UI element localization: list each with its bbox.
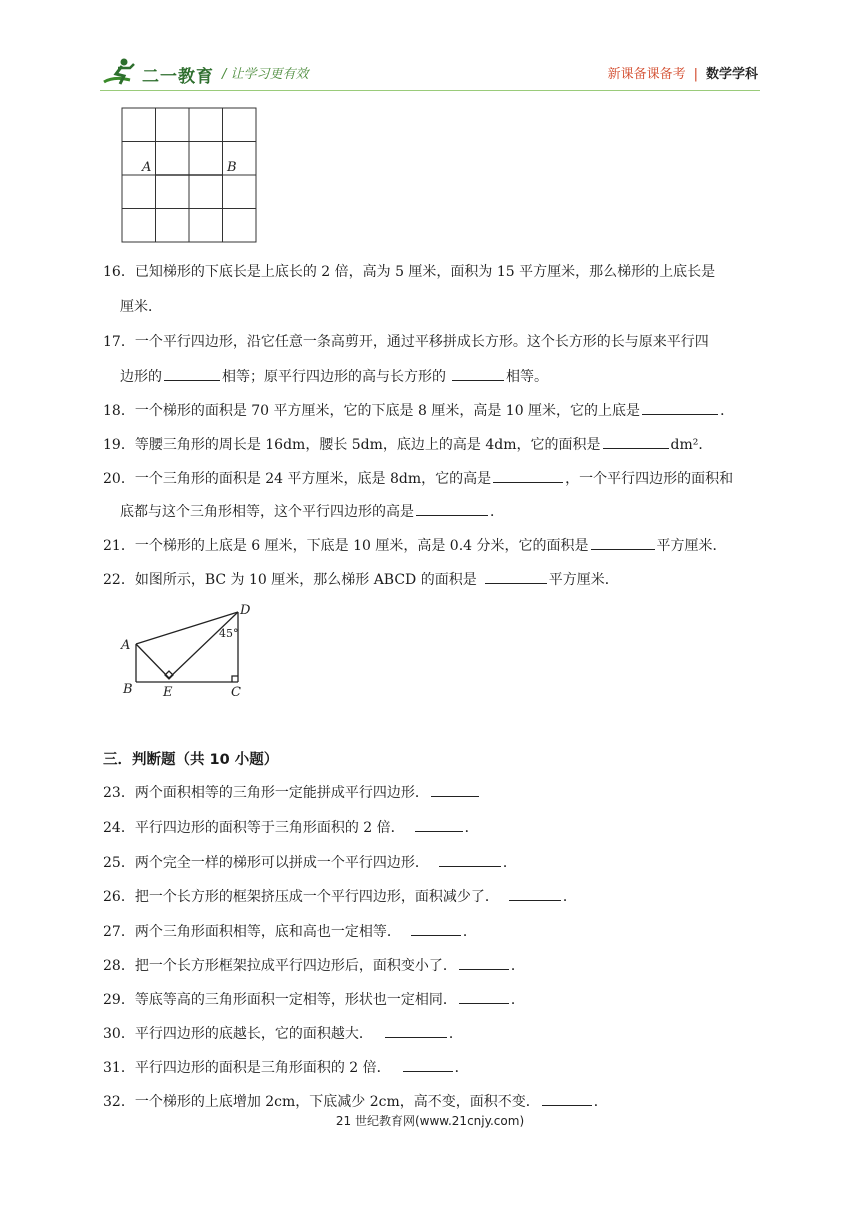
q18-text: 18．一个梯形的面积是 70 平方厘米，它的下底是 8 厘米，高是 10 厘米，它的上底是 [103,403,641,419]
question-20 [103,468,733,489]
judge-text: 30．平行四边形的底越长，它的面积越大． [103,1026,373,1042]
judge-text: 29．等底等高的三角形面积一定相等，形状也一定相同． [103,992,457,1008]
judge-item [103,955,525,976]
answer-blank[interactable] [642,400,718,415]
question-17: 17．一个平行四边形，沿它任意一条高剪开，通过平移拼成长方形。这个长方形的长与原来平行四 [103,334,709,350]
judge-text: 28．把一个长方形框架拉成平行四边形后，面积变小了． [103,958,457,974]
judge-item [103,782,481,803]
answer-blank[interactable] [603,434,669,449]
answer-blank[interactable] [485,569,547,584]
label-B: B [123,682,133,697]
q17-text-a: 边形的 [120,369,162,385]
answer-blank[interactable] [431,782,479,797]
answer-blank[interactable] [411,921,461,936]
answer-blank[interactable] [509,886,561,901]
label-D: D [240,603,251,618]
judge-item [103,817,479,838]
judge-tail: ． [454,1060,469,1076]
slogan: / 让学习更有效 [222,67,309,82]
question-16-cont: 厘米． [120,299,162,315]
answer-blank[interactable] [403,1057,453,1072]
page-header [0,0,860,96]
header-separator: | [693,67,698,82]
judge-text: 27．两个三角形面积相等，底和高也一定相等． [103,924,401,940]
answer-blank[interactable] [542,1091,592,1106]
header-right [608,63,758,82]
judge-text: 31．平行四边形的面积是三角形面积的 2 倍． [103,1060,391,1076]
question-19 [103,434,712,455]
answer-blank[interactable] [452,366,504,381]
label-E: E [163,685,173,700]
q17-text-b: 相等；原平行四边形的高与长方形的 [222,369,446,385]
page-footer: 21 世纪教育网(www.21cnjy.com) [335,1114,525,1128]
header-divider [100,90,760,91]
grid-label-a: A [142,160,152,175]
judge-tail: ． [593,1094,608,1110]
judge-item [103,1057,469,1078]
q22-text: 22．如图所示，BC 为 10 厘米，那么梯形 ABCD 的面积是 [103,572,477,588]
judge-tail: ． [464,820,479,836]
answer-blank[interactable] [385,1023,447,1038]
header-course-label: 新课备课备考 [607,67,686,82]
grid-label-b: B [227,160,237,175]
answer-blank[interactable] [459,989,509,1004]
q20-text-b: ，一个平行四边形的面积和 [565,471,734,487]
trapezoid-figure [112,600,262,704]
question-18 [103,400,734,421]
judge-tail: ． [462,924,477,940]
label-C: C [231,685,241,700]
q17-text-c: 相等。 [506,369,548,385]
judge-item [103,852,517,873]
q19-tail: dm²． [670,437,713,453]
q20-text-c: 底都与这个三角形相等，这个平行四边形的高是 [120,504,414,520]
judge-tail: ． [502,855,517,871]
q21-text: 21．一个梯形的上底是 6 厘米，下底是 10 厘米，高是 0.4 分米，它的面积是 [103,538,589,554]
answer-blank[interactable] [164,366,220,381]
answer-blank[interactable] [591,535,655,550]
question-16: 16．已知梯形的下底长是上底长的 2 倍，高为 5 厘米，面积为 15 平方厘米，那么梯形的上底长是 [103,264,716,280]
q20-tail: ． [490,504,504,520]
answer-blank[interactable] [439,852,501,867]
label-A: A [121,638,131,653]
section-title: 三．判断题（共 10 小题） [103,752,279,768]
judge-tail: ． [448,1026,463,1042]
angle-label: 45° [219,627,239,640]
judge-item [103,921,477,942]
judge-item [103,1091,608,1112]
brand-name: 二一教育 [142,67,214,87]
judge-item [103,989,525,1010]
q22-tail: 平方厘米． [548,572,619,588]
answer-blank[interactable] [493,468,563,483]
judge-text: 25．两个完全一样的梯形可以拼成一个平行四边形． [103,855,429,871]
q18-tail: ． [720,403,735,419]
q20-text-a: 20．一个三角形的面积是 24 平方厘米，底是 8dm，它的高是 [103,471,492,487]
judge-item [103,886,577,907]
answer-blank[interactable] [416,501,488,516]
judge-tail: ． [510,958,525,974]
header-subject-label: 数学学科 [705,67,758,82]
q19-text: 19．等腰三角形的周长是 16dm，腰长 5dm，底边上的高是 4dm，它的面积是 [103,437,601,453]
judge-text: 32．一个梯形的上底增加 2cm，下底减少 2cm，高不变，面积不变． [103,1094,540,1110]
answer-blank[interactable] [415,817,463,832]
question-20-cont [120,501,504,522]
question-21 [103,535,727,556]
grid-figure [110,100,270,250]
q21-tail: 平方厘米． [656,538,727,554]
answer-blank[interactable] [459,955,509,970]
judge-text: 24．平行四边形的面积等于三角形面积的 2 倍． [103,820,405,836]
judge-text: 23．两个面积相等的三角形一定能拼成平行四边形． [103,785,429,801]
judge-tail: ． [510,992,525,1008]
judge-text: 26．把一个长方形的框架挤压成一个平行四边形，面积减少了． [103,889,499,905]
question-22 [103,569,619,590]
judge-tail: ． [562,889,577,905]
judge-item [103,1023,463,1044]
question-17-cont [120,366,548,387]
